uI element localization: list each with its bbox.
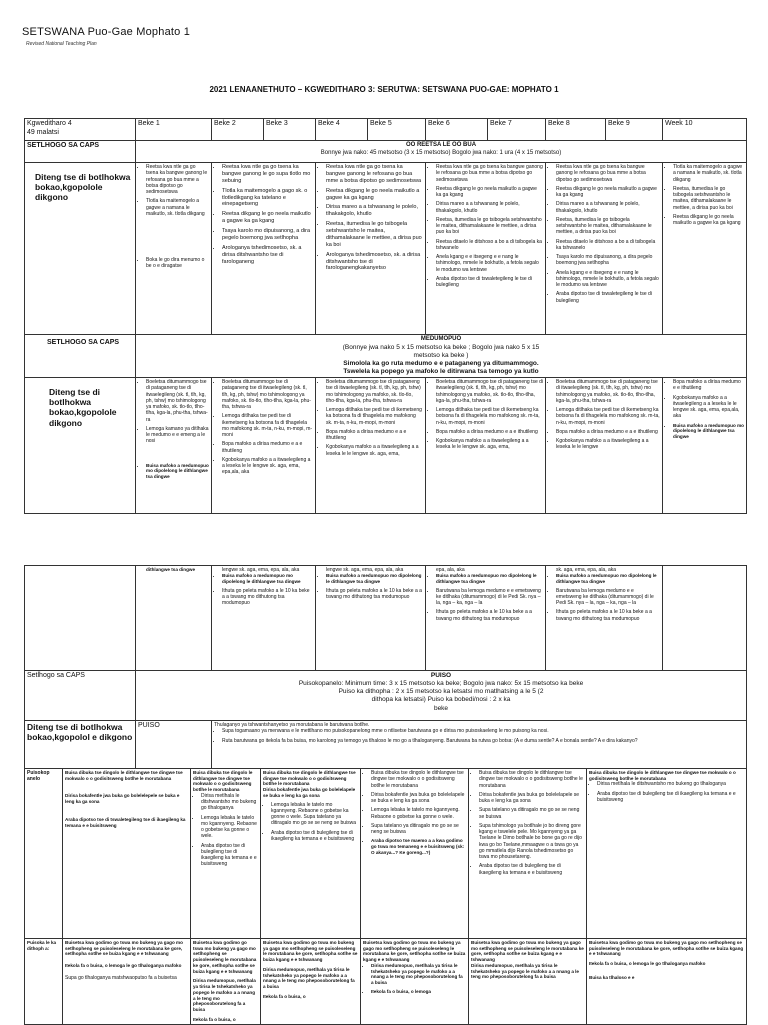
list-item: • Bopa mafoko a dirisa medumo e a e ithutileng [222,441,313,454]
oo-week-6-7 [426,163,546,335]
week-3-header: Beke 3 [264,119,316,141]
plan-table-page2 [24,565,747,769]
list-item: • Ithuta go peleta mafoko a le 10 ka beke a a tswang mo dithutong tsa modumopuo [556,609,660,622]
medumo-instruction: Simolola ka go ruta medumo e e pataganeng ya ditumammogo. Tswelela ka popego ya mafoko le ditirwana tsa temogo ya kutlo [343,359,539,375]
term-label: Kgweditharo 4 [27,120,72,127]
term-cell [25,119,136,141]
list-item: • Ithuta go peleta mafoko a le 10 ka beke a a tswang mo dithutong tsa modumopuo [222,588,313,607]
week-4-header: Beke 4 [316,119,368,141]
cell-text: Itekola fa o buisa, o lemoga le go tlhaloganya mafoko [65,963,182,969]
list-item: • Dirisa metlhala le ditshwantsho mo bukeng go tlhaloganya [597,781,744,787]
week-8-header: Beke 8 [546,119,606,141]
puisoka-week-5 [261,939,361,1025]
puisokop-week-1-2 [63,769,191,939]
oo-skills-label: Diteng tse di botlhokwa bokao,kgopolole dikgono [25,163,136,335]
list-item: • Araba dipotso tse di tswaletegileng le tse di bulegileng [436,276,543,289]
medumo-time: (Bonnye jwa nako 5 x 15 metsotso ka beke ; Bogolo jwa nako 5 x 15 metsotso ka beke ) [342,343,540,359]
oo-week-8-9 [546,163,663,335]
list-item: • Dirisa bokafentle jwa buka go bolelelapele se buka e leng ka ga sona [371,792,466,805]
cell-text: Itekola fa o buisa, o lemoga le go tlhaloganya mafoko [589,961,706,967]
list-item: • Kgobokanya mafoko a a itwaelegileng a a leseka le le lengwe sk. aga, ema, epa,ala, aka [222,457,313,476]
list-item: • Reetsa kwa ntle ga go tsena ka bangwe ganong le refosana go bua mme a botsa dipotso go sedimosetswa [146,164,209,195]
cont-text: sk. aga, ema, epa, ala, aka [556,567,617,573]
cont-week-10 [663,566,747,671]
list-item: • Tsaya karolo mo dipuisanong, a dira pegelo boemong jwa setlhopha [222,228,313,242]
list-item: • Kgobokanya mafoko a a itwaelegileng a a leseka le le lengwe sk. aga, ema, epa,ala, aka [673,395,744,420]
plan-table-page1 [24,118,747,514]
list-item: • Tlotla ka maitemogelo a gago sk. o tlotledikgang ka tatelano e einepagetseng [222,188,313,209]
week-10-header: Week 10 [663,119,747,141]
list-item: • Buisa mafoko a medumopuo mo dipolelong le dithlangwe tsa dingwe [222,573,313,584]
list-item: • Supa tshimologo ya botlhale jo bo direng gore kgang e tswelele pele. Mo kgannyeng ya ga Tselane le Dimo botlhale bo bone ga go re dijo kwa go bo Tselane,mmaagwe o a tswa go ya go mmatlela dijo Ranola tshedimosetso go tswa mo phousetareng. [479,823,584,861]
puisokop-row-label: Puisokop anelo [25,769,63,939]
list-item: • Reetsa, itumedisa le go tsibogela setshwantsho le maitea, dithamalakaane le mettiee, a dirisa puo ka boi [436,217,543,236]
cell-text: Dirisa medumopuo, metlhala ya tirisa le tshekatsheko ya popego le mafoko a a nnang a le teng mo pheposoborutelong fa a buisa [263,966,355,990]
list-item: • Reetsa dikgang le go neela maikutlo a gagwe ka ga kgang [556,186,660,199]
list-item: • Lemoga lebaka le tatelo mo kgannyeng. Rebaone o gobetse ka gonne o wele. [201,815,258,840]
list-item: • Itekola fa o buisa, o lemoga [371,989,466,995]
list-item: • Buisa mafoko a medumopuo mo dipolelong le dithlangwe tsa dingwe [556,573,660,584]
list-item: • Reetsa dikgang le go neela maikutlo a gagwe ka ga kgang [673,214,744,227]
oo-topic-cell [136,141,747,163]
medumo-week-3-4 [212,378,316,514]
list-item: • Buisa mafoko a medumopuo mo dipolelong le dithlangwe tsa dingwe [436,573,543,584]
list-item: • Boeletsa ditumammogo tse di pataganeng tse di itwaelegileng (sk. tl, tlh, kg, ph, tshw) mo tshimologong ya mafoko, sk. tlo-tlo, tlho-tlha, kga-la, phu-tha, tshwa-ra [556,379,660,404]
days-label: 49 malatsi [27,128,59,136]
list-item: • Araba dipotso tse di tswaletegileng le tse di bulegileng [556,291,660,304]
puisokop-week-3-4 [191,769,261,939]
list-item: • Barutwana ba lemoga medumo e e emetsweng ke ditlhaka (ditumammogo) di le Pedi Sk. nya – la, nga – ka, nga – la [556,588,660,607]
cell-text: Itekola fa o buisa, o [193,1016,236,1022]
puiso-skills-label: Diteng tse di botlhokwa bokao,kgopolol e dikgono [25,721,136,769]
cell-text: Buisetsa kwa godimo go tswa mo bukeng ya gago mo setlhopheng se puisoleseleng le morutabana ke gore, setlhopha sotlhe se buiza kgang e e tshwanang [263,940,358,963]
week-2-header: Beke 2 [212,119,264,141]
list-item: • Reetsa kwa ntle ga go tsena ka bangwe ganong le refosana go bua mme a botsa dipotso go sedimosetswa [326,164,423,185]
list-item: • Arologanya tshedimosetso, sk. a dirisa ditshwantsho tse di farologanengkakanyetso [326,252,423,273]
list-item: • Boeletsa ditumammogo tse di pataganeng tse di itwaelegileng (sk. tl, tlh, kg, ph, tshw) mo tshimologong ya mafoko, sk. tlo-tlo, tlho-tlha, kga-la, phu-tha, tshwa-ra [436,379,543,404]
list-item: • Buisa mafoko a medumopuo mo dipolelong le dithlangwe tsa dingwe [326,573,423,584]
list-item: • Araba dipotso tse di bulegileng tse di ikaegileng ka temana e e buisitsweng [479,863,584,876]
puiso-line-1: Puisokopanelo: Minimum time: 3 x 15 metsotso ka beke; Bogolo jwa nako: 5x 15 metsotso ka beke [298,680,584,688]
puiso-row-label: PUISO [136,721,212,769]
puiso-intro: Thulaganyo ya tshwantshanyetso ya morutabana le barutwana botlhe. [214,722,370,728]
list-item: • Buisa mafoko a medumopuo mo dipolelong le dithlangwe tsa dingwe [146,463,209,480]
week-1-header: Beke 1 [136,119,212,141]
puisoka-week-6-7 [361,939,469,1025]
cell-text: Dirisa bokafentle jwa buka go bolelelepele se buka e leng ka ga sona [65,793,180,805]
medumo-week-1-2 [136,378,212,514]
list-item: • Ruta barutwana go itekola fa ba buisa, mo karolong ya temogo ya tlhaloso le mo go a tlhaloganyeng. Barutwana ba rutwa go botsa: (A e duma sentle? A e bonala sentle? A e dira kakanyo? [222,738,744,744]
list-item: • Bopa mafoko a dirisa medumo e a e ithutileng [556,429,660,435]
medumo-week-8-9 [546,378,663,514]
list-item: • Reetsa ditaelo le ditshoso a bo a di tsibogela ka tshwanelo [556,239,660,252]
list-item: • Reetsa dikgang le go neela maikutlo a gagwe ka ga kgang [436,186,543,199]
oo-week-4-5 [316,163,426,335]
list-item: • Lemoga ditlhaka tse pedi tse di ikemetseng ka botsona fa di tlhagelela mo mafokong sk. m-ta, n-ku, m-mopi, m-moni [326,407,423,426]
list-item: • Bopa mafoko a dirisa medumo e e ithutileng [673,379,744,392]
cell-text: Buisetsa kwa godimo go tswa mo bukeng ya gago mo setlhopheng se puisoleseleng le morutabana ke gore, setlhopha sotlhe se buiza kgang e e tshwanang [363,940,466,963]
list-item: • Lemoga ditlhaka tse pedi tse di ikemetseng ka botsona fa di tlhagelela mo mafokong sk. m-ta, n-ku, m-mopi, m-moni [436,407,543,426]
puisokop-week-8-9 [469,769,587,939]
cell-text: Araba dipotso tse di tswaletegileng tse di ikaegileng ka temana e e buisitsweng [65,816,186,828]
puiso-line-4: beke [433,704,449,712]
list-item: • Tsaya karolo mo dipuisanong, a dira pegelo boemong jwa setlhopha [556,254,660,267]
cell-text: Buisa dibuka tse dingolo le dithlangwe tse dingwe tse mokwalo o o godisitsweng botlhe le morutabana [193,770,253,793]
cell-text: Buisetsa kwa godimo go tswa mo bukeng ya gago mo setlhopheng se puisoleseleng le morutabana ke gore, setlhopha sotlhe se buiza kgang e e tshwanang [471,940,584,963]
list-item: • Tlotla ka maitemogelo a gagwe a namana le maikutlo, sk. tlotla dikgang [146,198,209,217]
list-item: • Dirisa metlhala le ditshwantsho mo bukeng go tlhaloganya [201,793,258,812]
list-item: • Reetsa kwa ntle ga go tsena ka bangwe ganong le refosana go bua mme a botsa dipotso go sedimosetswa [436,164,543,183]
list-item: • Anela kgang e e itsegeng e e nang le tshimologo, mmele le bokhutlo, a fetola segalo le modumo wa lentswe [436,254,543,273]
cell-text: Buisa dibuka tse dingolo le dithlangwe tse dingwe tse mokwalo o o godisitsweng botlhe le morutabana [589,770,736,781]
cont-week-8-9 [546,566,663,671]
puisoka-week-1-2 [63,939,191,1025]
puiso-topic-label: Setlhogo sa CAPS [25,671,136,721]
list-item: • Bopa mafoko a dirisa medumo e a e ithutileng [436,429,543,435]
cell-text: Supa go tlhaloganya matshwaoputso fa a buisetsa [65,974,177,981]
medumo-title: MEDUMOPUO [420,336,462,342]
header-title: SETSWANA Puo-Gae Mophato 1 [22,26,191,38]
list-item: • Buisa dibuka tse dingolo le dithlangwe tse dingwe tse mokwalo o o godisitsweng botlhe le morutabana [371,770,466,789]
oo-week-1-2 [136,163,212,335]
list-item: • Reetsa kwa ntle ga go tsena ka bangwe ganong le go supa tlotlo mo sebuing [222,164,313,185]
cell-text: Buisetsa kwa godimo go tswa mo bukeng ya gago mo setlhopheng se puisoleseleng le morutabana ke gore, setlhopha sotlhe se buiza kgang e e tshwanang [193,940,257,974]
cell-text: Buisa dibuka tse dingolo le dithlangwe tse dingwe tse mokwalo o o godisitsweng botlhe le morutabana [65,770,183,781]
caps-topic-label: SETLHOGO SA CAPS [25,141,136,163]
list-item: • Araba dipotso tse di bulegileng tse di ikaegileng ka temana e e buisitsweng [201,843,258,868]
puisoka-week-10 [587,939,747,1025]
cont-week-3-4 [212,566,316,671]
list-item: • Lemoga lebaka le tatelo mo kgannyeng. Rebaone o gobetse ka gonne o wele. [371,807,466,820]
puiso-line-2: Puiso ka dithopha : 2 x 15 metsotso ka letsatsi mo matlhatsing a le 5 (2 [338,688,544,696]
list-item: • Lemoga ditlhaka tse pedi tse di ikemetseng ka botsona fa di tlhagelela mo mafokong sk. m-ta, n-ku, m-mopi, m-moni [222,413,313,438]
list-item: • Lemoga kamano ya ditlhaka le medumo e e emeng a le nosi [146,426,209,445]
week-6-header: Beke 6 [426,119,488,141]
list-item: • Lemoga ditlhaka tse pedi tse di ikemetseng ka botsona fa di tlhagelela mo mafokong sk. m-ta, n-ku, m-mopi, m-moni [556,407,660,426]
week-7-header: Beke 7 [488,119,546,141]
list-item: • Boka le go dira menumo o be o e diragatse [146,257,209,270]
list-item: • Supa tatelano ya ditiragalo mo go se se neng se buiswa [371,823,466,836]
cell-text: Buisetsa kwa godimo go tswa mo bukeng ya gago mo setlhopheng se puisoleseleng le morutabana ke gore, setlhopha sotlhe se buiza kgang e e tshwanang [65,940,183,957]
oo-title: OO REETSA LE OO BUA [405,142,477,148]
cont-week-4-5 [316,566,426,671]
puisokop-week-10 [587,769,747,939]
list-item: • Arologanya tshedimosetso, sk. a dirisa ditshwantsho tse di farologaneng [222,245,313,266]
puiso-instructions [212,721,747,769]
cont-week-1-2: dithlangwe tsa dingwe [136,566,212,671]
list-item: • Reetsa, itumedisa le go tsibogela setshwantsho le maitea, dithamalakaane le mettiee, a dirisa puo ka boi [326,221,423,249]
medumo-topic-cell [136,335,747,378]
list-item: • Lemoga lebaka le tatelo mo kgannyeng. Rebaone o gobetse ka gonne o wele. Supa tatelano ya ditiragalo mo go se se neng se buiswa [271,802,358,827]
medumo-week-10 [663,378,747,514]
list-item: • Tlotla ka maitemogelo a gagwe a namana le maikutlo, sk. tlotla dikgang [673,164,744,183]
list-item: • Reetsa, itumedisa le go tsibogela setshwantsho le maitea, dithamalakaane le mettiee, a dirisa puo ka boi [673,186,744,211]
cell-text: Buisa dibuka tse dingolo le dithlangwe tse dingwe tse mokwalo o o godisitsweng botlhe le morutabana [263,770,356,787]
list-item: • Boeletsa ditumammogo tse di pataganeng tse di itwaelegileng (sk. tl, tlh, kg, ph, tshw) mo tshimologong ya mafoko, sk. tlo-tlo, tlho-tlha, kga-la, phu-tha, tshwa-ra [222,379,313,410]
list-item: • Buisa dibuka tse dingolo le dithlangwe tse dingwe tse mokwalo o o godisitsweng botlhe le morutabana [479,770,584,789]
week-5-header: Beke 5 [368,119,426,141]
list-item: • Reetsa dikgang le go neela maikutlo a gagwe ka ga kgang [326,188,423,202]
oo-time: Bonnye jwa nako: 45 metsotso (3 x 15 metsotso) Bogolo jwa nako: 1 ura (4 x 15 metsotso) [320,149,562,156]
cont-text: epa, ala, aka [436,567,465,573]
list-item: • Dirisa mareo a a tshwanang le polelo, tlhakakgolo, khutlo [556,201,660,214]
week-9-header: Beke 9 [606,119,663,141]
cell-text: Buisetsa kwa godimo go tswa mo bukeng ya gago mo setlhopheng se puisoleseleng le morutabana ke gore, setlhopha sotlhe se buiza kgang e e tshwanang [589,940,744,957]
puisoka-row-label: Puisoka le ka dithoph a: [25,939,63,1025]
list-item: • Dirisa mareo a a tshwanang le polelo, tlhakakgolo, khutlo [326,204,423,218]
puisoka-week-8-9 [469,939,587,1025]
list-item: • Kgobokanya mafoko a a itwaelegileng a a leseka le le lengwe sk. aga, ema, [436,438,543,451]
list-item: • Supa tatelano ya ditiragalo mo go se se neng se buiswa [479,807,584,820]
list-item: • Buisa mafoko a medumopuo mo dipolelong le dithlangwe tsa dingwe [673,423,744,440]
list-item: • Supa togamaano ya menwana e le mettlhano mo puisokopanelong mme o ntlisetse barutwana go e dirisa mo puisoskaeleng le mo puisong ka nosi. [222,728,744,734]
cell-text: Dirisa medumopuo, metlhala ya tirisa le tshekatsheko ya popego le mafoko a a nnang a le teng mo pheposoborutelong fa a buisa [471,962,579,980]
plan-table-puisokopanelo [24,768,747,1025]
list-item: • Dirisa medumopuo, metlhala ya tirisa le tshekatsheko ya popego le mafoko a a nnang a le teng mo pheposoborutelong fa a buisa [371,963,466,986]
list-item: • Reetsa ditaelo le ditshoso a bo a di tsibogela ka tshwanelo [436,239,543,252]
list-item: • Bopa mafoko a dirisa medumo e a e ithutileng [326,429,423,442]
header-subtitle: Revised National Teaching Plan [26,41,97,47]
list-item: • Reetsa kwa ntle ga go tsena ka bangwe ganong le refosana go bua mme a botsa dipotso go sedimosetswa [556,164,660,183]
puiso-line-3: dithopa ka letsatsi) Puiso ka bobedi/nosi : 2 x ka [371,696,511,704]
medumo-skills-label: Diteng tse di botlhokwa bokao,kgopolole dikgono [25,378,136,514]
cell-text: Itekola fa o buisa, o [263,993,306,999]
list-item: • Boeletsa ditumammogo tse di pataganeng tse di itwaelegileng (sk. tl, tlh, kg, ph, tshw) mo tshimologong ya mafoko, sk. tlo-tlo, tlho-tlha, kga-la, phu-tha, tshwa-ra [146,379,209,423]
puisokop-week-5 [261,769,361,939]
list-item: • Barutwana ba lemoga medumo e e emetsweng ke ditlhaka (ditumammogo) di le Pedi Sk. nya – la, nga – ka, nga – la [436,588,543,607]
list-item: • Araba dipotso tse di bulegileng tse di ikaegileng ka temana e e buisitsweng [271,830,358,843]
cont-week-6-7 [426,566,546,671]
cell-text: Buisa ka tlhaloso e e [589,974,635,980]
document-title: 2021 LENAANETHUTO – KGWEDITHARO 3: SERUTWA: SETSWANA PUO-GAE: MOPHATO 1 [209,85,559,94]
list-item: • Dirisa mareo a a tshwanang le polelo, tlhakakgolo, khutlo [436,201,543,214]
cont-blank [25,566,136,671]
list-item: • Kgobokanya mafoko a a itwaelegileng a a leseka le le lengwe sk. aga, ema, [326,444,423,457]
medumo-week-4-5 [316,378,426,514]
cell-text: Dirisa bokafentle jwa buka go bolelelapele se buka e leng ka ga sona [263,787,356,798]
medumo-week-6-7 [426,378,546,514]
list-item: • Kgobokanya mafoko a a itwaelegileng a a leseka le le lengwe [556,438,660,451]
list-item: • Boeletsa ditumammogo tse di pataganeng tse di itwaelegileng (sk. tl, tlh, kg, ph, tshw) mo tshimologong ya mafoko, sk. tlo-tlo, tlho-tlha, kga-la, phu-tha, tshwa-ra [326,379,423,404]
cell-text: Dirisa medumopuo, metlhala ya tirisa le tshekatsheko ya popego le mafoko a a nnang a le teng mo pheposoborutelong fa a buisa [193,978,256,1013]
oo-week-3-4 [212,163,316,335]
cont-text: lengwe sk. aga, ema, epa, ala, aka [222,567,300,573]
list-item: • Reetsa, itumedisa le go tsibogela setshwantsho le maitea, dithamalakaane le mettiee, a dirisa puo ka boi [556,217,660,236]
oo-week-10 [663,163,747,335]
cont-text: lengwe sk. aga, ema, epa, ala, aka [326,567,404,573]
list-item: • Ithuta go peleta mafoko a le 10 ka beke a a tswang mo dithutong tsa modumopuo [326,588,423,601]
list-item: • Dirisa bokafentle jwa buka go bolelelapele se buka e leng ka ga sona [479,792,584,805]
list-item: • Anela kgang e e itsegeng e e nang le tshimologo, mmele le bokhutlo, a fetola segalo le modumo wa lentswe [556,270,660,289]
puiso-title: PUISO [430,672,452,679]
list-item: • Araba dipotso tse maemo a a kwa godimo go tswa mo temaneng e e buisitsweng (sk: O akanya...? Ke goreng...?) [371,838,466,855]
puisoka-week-3-4 [191,939,261,1025]
list-item: • Araba dipotso tse di bulegileng tse di ikaegileng ka temana e e buisitsweng [597,791,744,804]
puisokop-week-6-7 [361,769,469,939]
list-item: • Reetsa dikgang le go neela maikutlo a gagwe ka ga kgang [222,211,313,225]
list-item: • Ithuta go peleta mafoko a le 10 ka beke a a tswang mo dithutong tsa modumopuo [436,609,543,622]
puiso-topic-cell [136,671,747,721]
medumo-topic-label: SETLHOGO SA CAPS [25,335,136,378]
